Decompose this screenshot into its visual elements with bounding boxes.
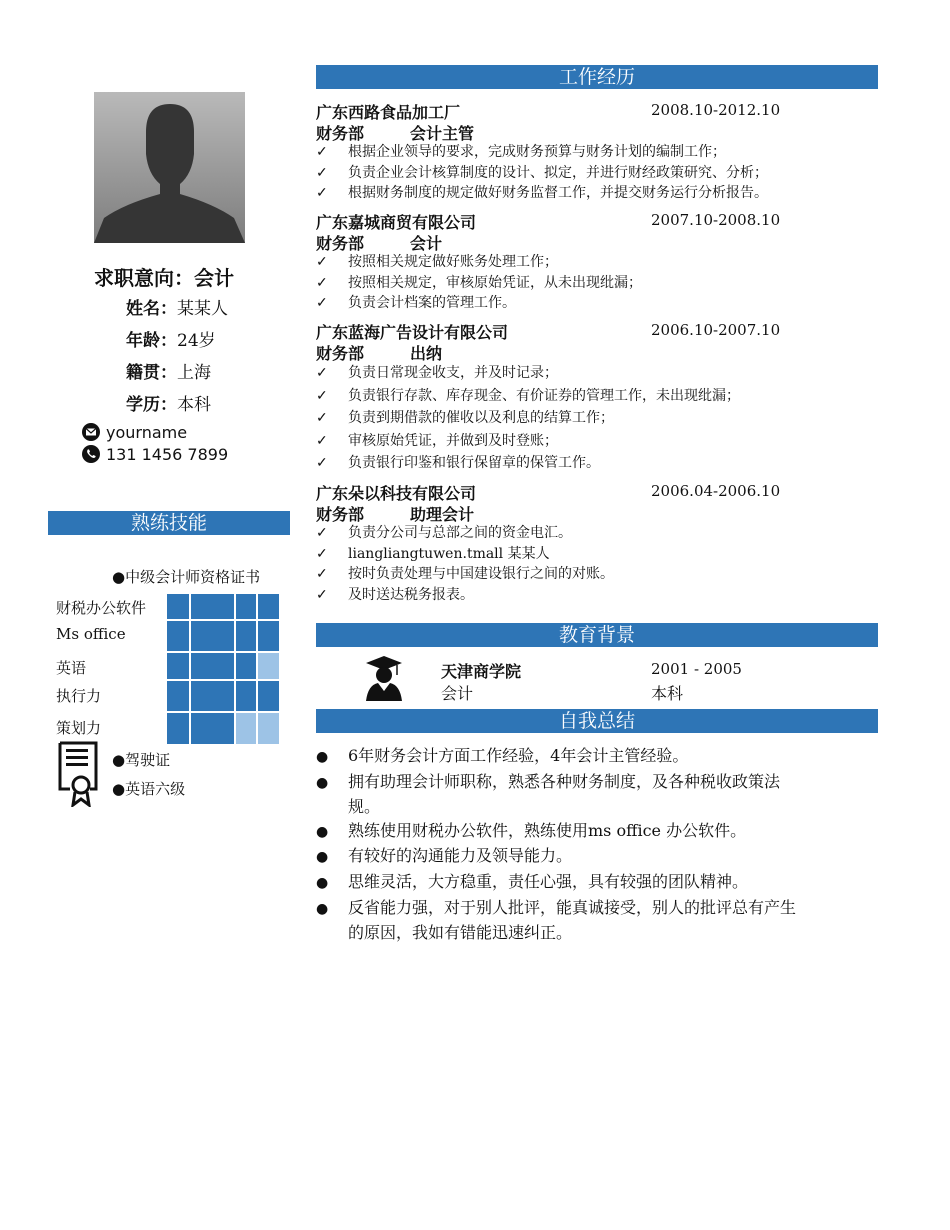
- duty-item: [316, 407, 878, 430]
- summary-text: 的原因，我如有错能迅速纠正。: [348, 923, 573, 943]
- contact-phone: 131 1456 7899: [82, 445, 228, 464]
- summary-text: 6年财务会计方面工作经验，4年会计主管经验。: [348, 746, 689, 765]
- skill-label: 策划力: [56, 719, 102, 737]
- skill-level-cell: [257, 712, 280, 745]
- duty-text: 按照相关规定做好账务处理工作；: [348, 254, 558, 270]
- job-period: 2008.10-2012.10: [651, 101, 781, 119]
- skill-level-cell: [190, 680, 235, 712]
- checkmark-icon: ✓: [316, 566, 328, 582]
- summary-item: [316, 921, 878, 945]
- skill-label: 财税办公软件: [56, 599, 147, 617]
- field-age: 年龄：24岁: [126, 331, 216, 351]
- job-period: 2006.10-2007.10: [651, 321, 781, 339]
- skill-level-cell: [190, 712, 235, 745]
- profile-fields: [126, 293, 228, 421]
- graduation-cap-icon: [364, 655, 404, 701]
- company-name: 广东朵以科技有限公司: [316, 484, 477, 503]
- skill-level-cell: [257, 652, 280, 680]
- duty-item: [316, 523, 878, 544]
- summary-text: 反省能力强，对于别人批评，能真诚接受，别人的批评总有产生: [348, 897, 797, 917]
- education-major: 会计: [441, 684, 474, 703]
- job-role: 会计: [410, 234, 443, 253]
- certificate-ribbon-icon: [56, 741, 104, 807]
- contact-email: yourname: [82, 423, 187, 442]
- skill-level-cell: [257, 620, 280, 652]
- duty-item: [316, 564, 878, 585]
- duty-item: [316, 142, 878, 163]
- duty-item: [316, 252, 878, 273]
- duty-item: [316, 183, 878, 204]
- duty-item: [316, 452, 878, 475]
- bullet-icon: ●: [316, 849, 329, 866]
- duty-item: [316, 585, 878, 606]
- summary-item: [316, 770, 878, 796]
- summary-item: [316, 819, 878, 845]
- person-silhouette-icon: [94, 92, 245, 243]
- summary-text: 规。: [348, 797, 381, 817]
- summary-header: 自我总结: [316, 709, 878, 733]
- education-degree: 本科: [651, 684, 684, 703]
- education-header: 教育背景: [316, 623, 878, 647]
- skill-level-cell: [166, 680, 190, 712]
- duty-text: 负责企业会计核算制度的设计、拟定，并进行财经政策研究、分析；: [348, 164, 768, 181]
- skills-header: 熟练技能: [48, 511, 290, 535]
- skill-level-cell: [235, 680, 257, 712]
- checkmark-icon: ✓: [316, 254, 328, 270]
- department: 财务部: [316, 505, 365, 524]
- checkmark-icon: ✓: [316, 387, 328, 404]
- certificate-icon: [56, 741, 104, 807]
- skill-level-cell: [166, 620, 190, 652]
- summary-item: [316, 844, 878, 870]
- job-period: 2007.10-2008.10: [651, 211, 781, 229]
- duty-text: 负责银行存款、库存现金、有价证券的管理工作，未出现纰漏；: [348, 387, 740, 404]
- department: 财务部: [316, 124, 365, 143]
- checkmark-icon: ✓: [316, 545, 328, 562]
- checkmark-icon: ✓: [316, 164, 328, 181]
- summary-text: 思维灵活，大方稳重，责任心强，具有较强的团队精神。: [348, 871, 749, 891]
- skill-level-cell: [190, 652, 235, 680]
- duty-text: liangliangtuwen.tmall 某某人: [348, 545, 550, 562]
- skill-label: 执行力: [56, 687, 102, 705]
- skill-level-grid: [166, 593, 280, 745]
- duty-item: [316, 430, 878, 453]
- job-objective: 求职意向：会计: [94, 266, 234, 290]
- skill-level-cell: [166, 652, 190, 680]
- job-entry: [316, 100, 878, 204]
- duty-item: [316, 293, 878, 314]
- certificate-driver: ●驾驶证: [112, 751, 171, 769]
- work-header: 工作经历: [316, 65, 878, 89]
- department: 财务部: [316, 344, 365, 363]
- duty-item: [316, 385, 878, 408]
- duty-text: 审核原始凭证，并做到及时登账；: [348, 432, 558, 449]
- duty-item: [316, 362, 878, 385]
- skill-level-cell: [235, 620, 257, 652]
- duty-item: [316, 544, 878, 565]
- company-name: 广东嘉城商贸有限公司: [316, 213, 477, 232]
- school-name: 天津商学院: [441, 662, 522, 681]
- duty-text: 按照相关规定，审核原始凭证，从未出现纰漏；: [348, 274, 642, 291]
- skill-level-cell: [190, 620, 235, 652]
- checkmark-icon: ✓: [316, 586, 328, 603]
- duty-item: [316, 163, 878, 184]
- duty-text: 及时送达税务报表。: [348, 586, 474, 603]
- phone-icon: [82, 445, 100, 463]
- skill-level-cell: [235, 712, 257, 745]
- skill-label: Ms office: [56, 625, 126, 643]
- skill-level-cell: [235, 593, 257, 620]
- job-role: 会计主管: [410, 124, 475, 143]
- duty-text: 负责分公司与总部之间的资金电汇。: [348, 525, 572, 541]
- summary-item: [316, 744, 878, 770]
- checkmark-icon: ✓: [316, 274, 328, 291]
- bullet-icon: ●: [316, 900, 329, 917]
- education-period: 2001 - 2005: [651, 660, 742, 678]
- job-period: 2006.04-2006.10: [651, 482, 781, 500]
- summary-list: [316, 744, 878, 945]
- checkmark-icon: ✓: [316, 144, 328, 160]
- email-icon: [82, 423, 100, 441]
- duty-text: 按时负责处理与中国建设银行之间的对账。: [348, 566, 614, 582]
- checkmark-icon: ✓: [316, 185, 328, 201]
- job-role: 助理会计: [410, 505, 475, 524]
- bullet-icon: ●: [316, 823, 329, 840]
- duty-text: 负责到期借款的催收以及利息的结算工作；: [348, 410, 614, 426]
- checkmark-icon: ✓: [316, 410, 328, 426]
- summary-item: [316, 795, 878, 819]
- skill-level-cell: [166, 593, 190, 620]
- job-entry: [316, 320, 878, 475]
- skill-level-cell: [190, 593, 235, 620]
- company-name: 广东蓝海广告设计有限公司: [316, 323, 509, 342]
- summary-text: 熟练使用财税办公软件，熟练使用ms office 办公软件。: [348, 820, 747, 840]
- field-name: 姓名：某某人: [126, 299, 228, 319]
- duty-item: [316, 273, 878, 294]
- duty-text: 负责银行印鉴和银行保留章的保管工作。: [348, 455, 600, 471]
- skill-level-cell: [257, 680, 280, 712]
- field-education: 学历：本科: [126, 395, 211, 415]
- skill-label: 英语: [56, 659, 87, 677]
- checkmark-icon: ✓: [316, 455, 328, 471]
- checkmark-icon: ✓: [316, 525, 328, 541]
- profile-photo: [94, 92, 245, 243]
- duty-text: 负责会计档案的管理工作。: [348, 295, 516, 311]
- skill-level-cell: [235, 652, 257, 680]
- summary-text: 拥有助理会计师职称，熟悉各种财务制度，及各种税收政策法: [348, 771, 781, 791]
- checkmark-icon: ✓: [316, 432, 328, 449]
- skill-level-cell: [166, 712, 190, 745]
- job-role: 出纳: [410, 344, 443, 363]
- summary-text: 有较好的沟通能力及领导能力。: [348, 846, 573, 866]
- field-origin: 籍贯：上海: [126, 363, 211, 383]
- bullet-icon: ●: [316, 874, 329, 891]
- certificate-accountant: ●中级会计师资格证书: [112, 568, 261, 586]
- bullet-icon: ●: [316, 774, 329, 791]
- bullet-icon: ●: [316, 749, 329, 765]
- certificate-english: ●英语六级: [112, 780, 186, 798]
- checkmark-icon: ✓: [316, 295, 328, 311]
- graduate-icon: [364, 655, 404, 701]
- duty-text: 负责日常现金收支，并及时记录；: [348, 365, 558, 381]
- summary-item: [316, 870, 878, 896]
- job-entry: [316, 210, 878, 314]
- job-entry: [316, 481, 878, 605]
- checkmark-icon: ✓: [316, 365, 328, 381]
- duty-text: 根据财务制度的规定做好财务监督工作，并提交财务运行分析报告。: [348, 185, 768, 201]
- skill-level-cell: [257, 593, 280, 620]
- company-name: 广东西路食品加工厂: [316, 103, 461, 122]
- duty-text: 根据企业领导的要求，完成财务预算与财务计划的编制工作；: [348, 144, 726, 160]
- summary-item: [316, 896, 878, 922]
- department: 财务部: [316, 234, 365, 253]
